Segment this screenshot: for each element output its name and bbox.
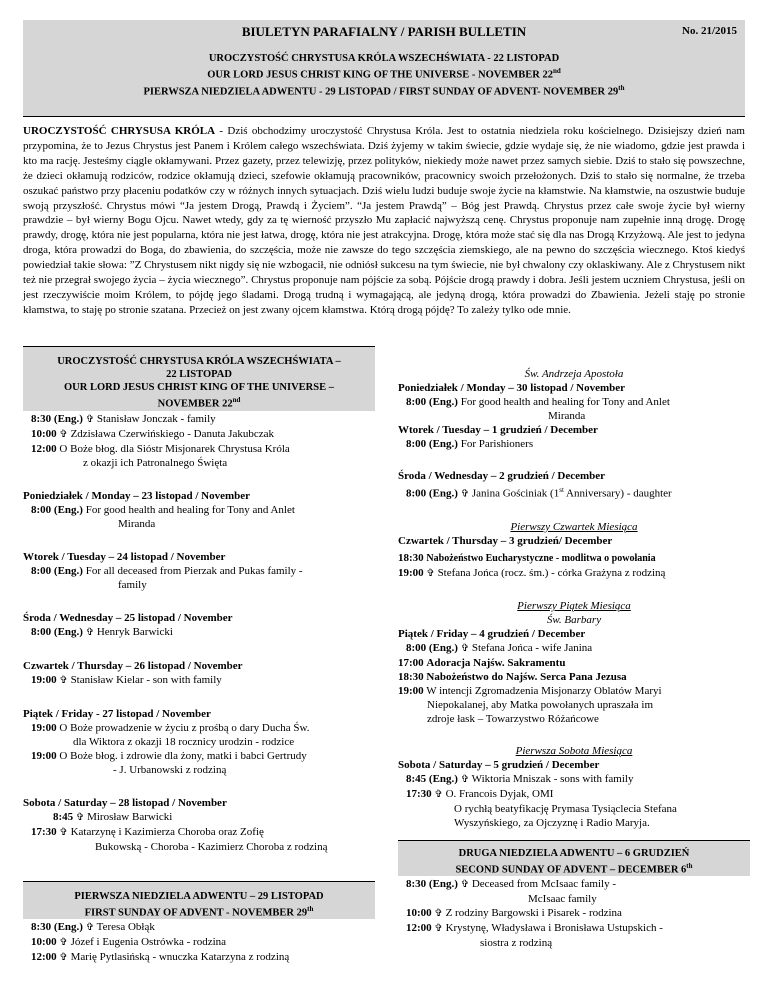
intro-article bbox=[23, 124, 745, 318]
left-feast-box: UROCZYSTOŚĆ CHRYSTUSA KRÓLA WSZECHŚWIATA – 22 LISTOPAD OUR LORD JESUS CHRIST KING OF THE UNIVERSE – NOVEMBER 22nd bbox=[23, 346, 375, 411]
intro-heading: UROCZYSTOŚĆ CHRYSUSA KRÓLA bbox=[23, 125, 216, 137]
day-wed2: Środa / Wednesday – 2 grudzień / December 8:00 (Eng.) ✞ Janina Gościniak (1st Anniversary) - daughter bbox=[398, 470, 672, 500]
saint-andrew-label: Św. Andrzeja Apostoła bbox=[524, 368, 624, 380]
day-tue1: Wtorek / Tuesday – 1 grudzień / December 8:00 (Eng.) For Parishioners bbox=[398, 424, 598, 450]
day-sat5: Pierwsza Sobota Miesiąca Sobota / Saturday – 5 grudzień / December 8:45 (Eng.) ✞ Wiktoria Mniszak - sons with family 17:30 ✞ O. Francois Dyjak, OMI O rychłą beatyfikację Prymasa Tysiąclecia Stefana Wyszyńskiego, za Ojczyznę i Radio Maryja. bbox=[398, 744, 677, 829]
left-advent-box: PIERWSZA NIEDZIELA ADWENTU – 29 LISTOPAD FIRST SUNDAY OF ADVENT - NOVEMBER 29th bbox=[23, 881, 375, 920]
subhead-line-2: OUR LORD JESUS CHRIST KING OF THE UNIVERSE - NOVEMBER 22nd bbox=[207, 67, 561, 81]
bulletin-title: BIULETYN PARAFIALNY / PARISH BULLETIN bbox=[241, 24, 527, 39]
mass-entry: 10:00 ✞ Józef i Eugenia Ostrówka - rodzina bbox=[31, 936, 227, 948]
day-mon30: Poniedziałek / Monday – 30 listopad / November 8:00 (Eng.) For good health and healing for Tony and Anlet Miranda bbox=[398, 382, 670, 422]
mass-entry: 8:30 (Eng.) ✞ Deceased from McIsaac family - bbox=[406, 878, 616, 891]
left-column bbox=[23, 346, 375, 965]
subhead-line-1: UROCZYSTOŚĆ CHRYSTUSA KRÓLA WSZECHŚWIATA - 22 LISTOPAD bbox=[208, 53, 560, 64]
day-fri27: Piątek / Friday - 27 listopad / November 19:00 O Boże prowadzenie w życiu z prośbą o dary Ducha Św. dla Wiktora z okazji 18 rocznicy urodzin - rodzice 19:00 O Boże błog. i zdrowie dla żony, matki i babci Gertrudy - J. Urbanowski z rodziną bbox=[23, 707, 310, 776]
mass-list-sun29 bbox=[23, 920, 375, 965]
day-wed25: Środa / Wednesday – 25 listopad / November 8:00 (Eng.) ✞ Henryk Barwicki bbox=[23, 611, 233, 638]
feast-subheader bbox=[23, 42, 745, 117]
day-fri4: Pierwszy Piątek Miesiąca Św. Barbary Piątek / Friday – 4 grudzień / December 8:00 (Eng.) ✞ Stefana Jońca - wife Janina 17:00 Adoracja Najśw. Sakramentu 18:30 Nabożeństwo do Najśw. Serca Pana Jezusa 19:00 W intencji Zgromadzenia Misjonarzy Oblatów Maryi Niepokalanej, aby Matka powołanych upraszała im zdroje łask – Towarzystwo Różańcowe bbox=[398, 599, 662, 725]
mass-entry: 12:00 O Boże błog. dla Sióstr Misjonarek Chrystusa Króla bbox=[31, 442, 290, 455]
intro-text: - Dziś obchodzimy uroczystość Chrystusa Króla. Jest to ostatnia niedziela roku kościelnego. Dzisiejszy dzień nam przypomina, że to Jezus Chrystus jest Panem i Królem całego wszechświata. Dziś żyjemy w takim świecie, gdzie wydaje się, że nie wiadomo, gdzie jest prawda i kto ma rację. Jesteśmy ciągle okłamywani. Przez gazety, przez telewizję, przez polityków, niekiedy może nawet przez samych siebie. Dziś to stało się powszechne, że dzieci okłamują rodziców, rodzice okłamują dzieci, szefowie okłamują pracowników, pracownicy swoich przełożonych. Dziś to stało się normalne, że trzeba oszukać państwo przy płaceniu podatków czy w różnych innych sytuacjach. Dziś wielu ludzi buduje swoje życie na kłamstwie. Na kłamstwie, na oszustwie buduje swoją przyszłość. Chrystus mówi “Ja jestem Drogą, Prawdą i Życiem”. “Ja jestem Prawdą” – Bóg jest Prawdą. Chrystus przez całe swoje życie był wierny prawdzie – był wierny Bogu Ojcu. Nawet wtedy, gdy za tę wierność przyszło Mu zapłacić najwyższą cenę. Chrystus proponuje nam zupełnie inną drogę. Drogę prawdy, drogę, która nie jest popularna, która nie jest łatwa, drogę, która nie jest atrakcyjna. Drogę, która może stać się dla nas Drogą Krzyżową. Ale jest to jedyna droga, która prowadzi do Boga, do zbawienia, do szczęścia, może nie zawsze do tego szczęścia ziemskiego, ale na pewno do szczęścia wiecznego. Ktoś kiedyś powiedział takie słowa: ”Z Chrystusem nikt nigdy się nie wzbogacił, nie odniósł sukcesu na tym świecie, nie był chwalony czy oklaskiwany. Ale z Chrystusem nikt też nie przegrał swojego życia – życia wiecznego”. Chrystus proponuje nam pójście za sobą. Pójście drogą prawdy i dobra. Jeśli jestem uczniem Chrystusa, jeśli on jest rzeczywiście moim Królem, to pójdę jego śladami. Drogą trudną i wymagającą, ale jedyną drogą, która prowadzi do Zbawienia. Jeżeli staję po stronie kłamstwa, to staję po stronie szatana. Przecież on jest zwany ojcem kłamstwa. Którą drogą pójdę? To zależy tylko ode mnie. bbox=[23, 125, 745, 316]
day-mon23: Poniedziałek / Monday – 23 listopad / November 8:00 (Eng.) For good health and healing for Tony and Anlet Miranda bbox=[23, 489, 295, 530]
mass-entry: 12:00 ✞ Krystynę, Władysława i Bronisława Ustupskich - bbox=[406, 922, 663, 935]
mass-entry: 12:00 ✞ Marię Pytlasińską - wnuczka Katarzyna z rodziną bbox=[31, 951, 290, 963]
mass-entry: 8:30 (Eng.) ✞ Stanisław Jonczak - family bbox=[31, 412, 216, 425]
bulletin-header bbox=[23, 20, 745, 42]
day-thu26: Czwartek / Thursday – 26 listopad / November 19:00 ✞ Stanisław Kielar - son with family bbox=[23, 659, 243, 686]
day-sat28: Sobota / Saturday – 28 listopad / November 8:45 ✞ Mirosław Barwicki 17:30 ✞ Katarzynę i Kazimierza Choroba oraz Zofię Bukowską - Choroba - Kazimierz Choroba z rodziną bbox=[23, 796, 328, 853]
day-thu3: Pierwszy Czwartek Miesiąca Czwartek / Thursday – 3 grudzień/ December 18:30 Nabożeństwo Eucharystyczne - modlitwa o powołania 19:00 ✞ Stefana Jońca (rocz. śm.) - córka Grażyna z rodziną bbox=[398, 520, 666, 579]
mass-entry: 10:00 ✞ Zdzisława Czerwińskiego - Danuta Jakubczak bbox=[31, 427, 274, 440]
right-advent-box: DRUGA NIEDZIELA ADWENTU – 6 GRUDZIEŃ SECOND SUNDAY OF ADVENT – DECEMBER 6th bbox=[398, 840, 750, 877]
day-tue24: Wtorek / Tuesday – 24 listopad / November 8:00 (Eng.) For all deceased from Pierzak and Pukas family - family bbox=[23, 550, 303, 591]
mass-list-sun6: 8:30 (Eng.) ✞ Deceased from McIsaac family - McIsaac family 10:00 ✞ Z rodziny Bargowski i Pisarek - rodzina 12:00 ✞ Krystynę, Władysława i Bronisława Ustupskich - siostra z rodziną bbox=[398, 877, 750, 950]
subhead-line-3: PIERWSZA NIEDZIELA ADWENTU - 29 LISTOPAD / FIRST SUNDAY OF ADVENT- NOVEMBER 29th bbox=[143, 83, 625, 97]
right-column bbox=[398, 367, 750, 950]
mass-entry: 8:30 (Eng.) ✞ Teresa Obłąk bbox=[31, 921, 155, 933]
mass-list-sun22: 8:30 (Eng.) ✞ Stanisław Jonczak - family 10:00 ✞ Zdzisława Czerwińskiego - Danuta Jakubczak 12:00 O Boże błog. dla Sióstr Misjonarek Chrystusa Króla z okazji ich Patronalnego Święta bbox=[23, 412, 375, 470]
mass-entry: 10:00 ✞ Z rodziny Bargowski i Pisarek - rodzina bbox=[406, 907, 622, 920]
bulletin-number: No. 21/2015 bbox=[682, 25, 737, 37]
